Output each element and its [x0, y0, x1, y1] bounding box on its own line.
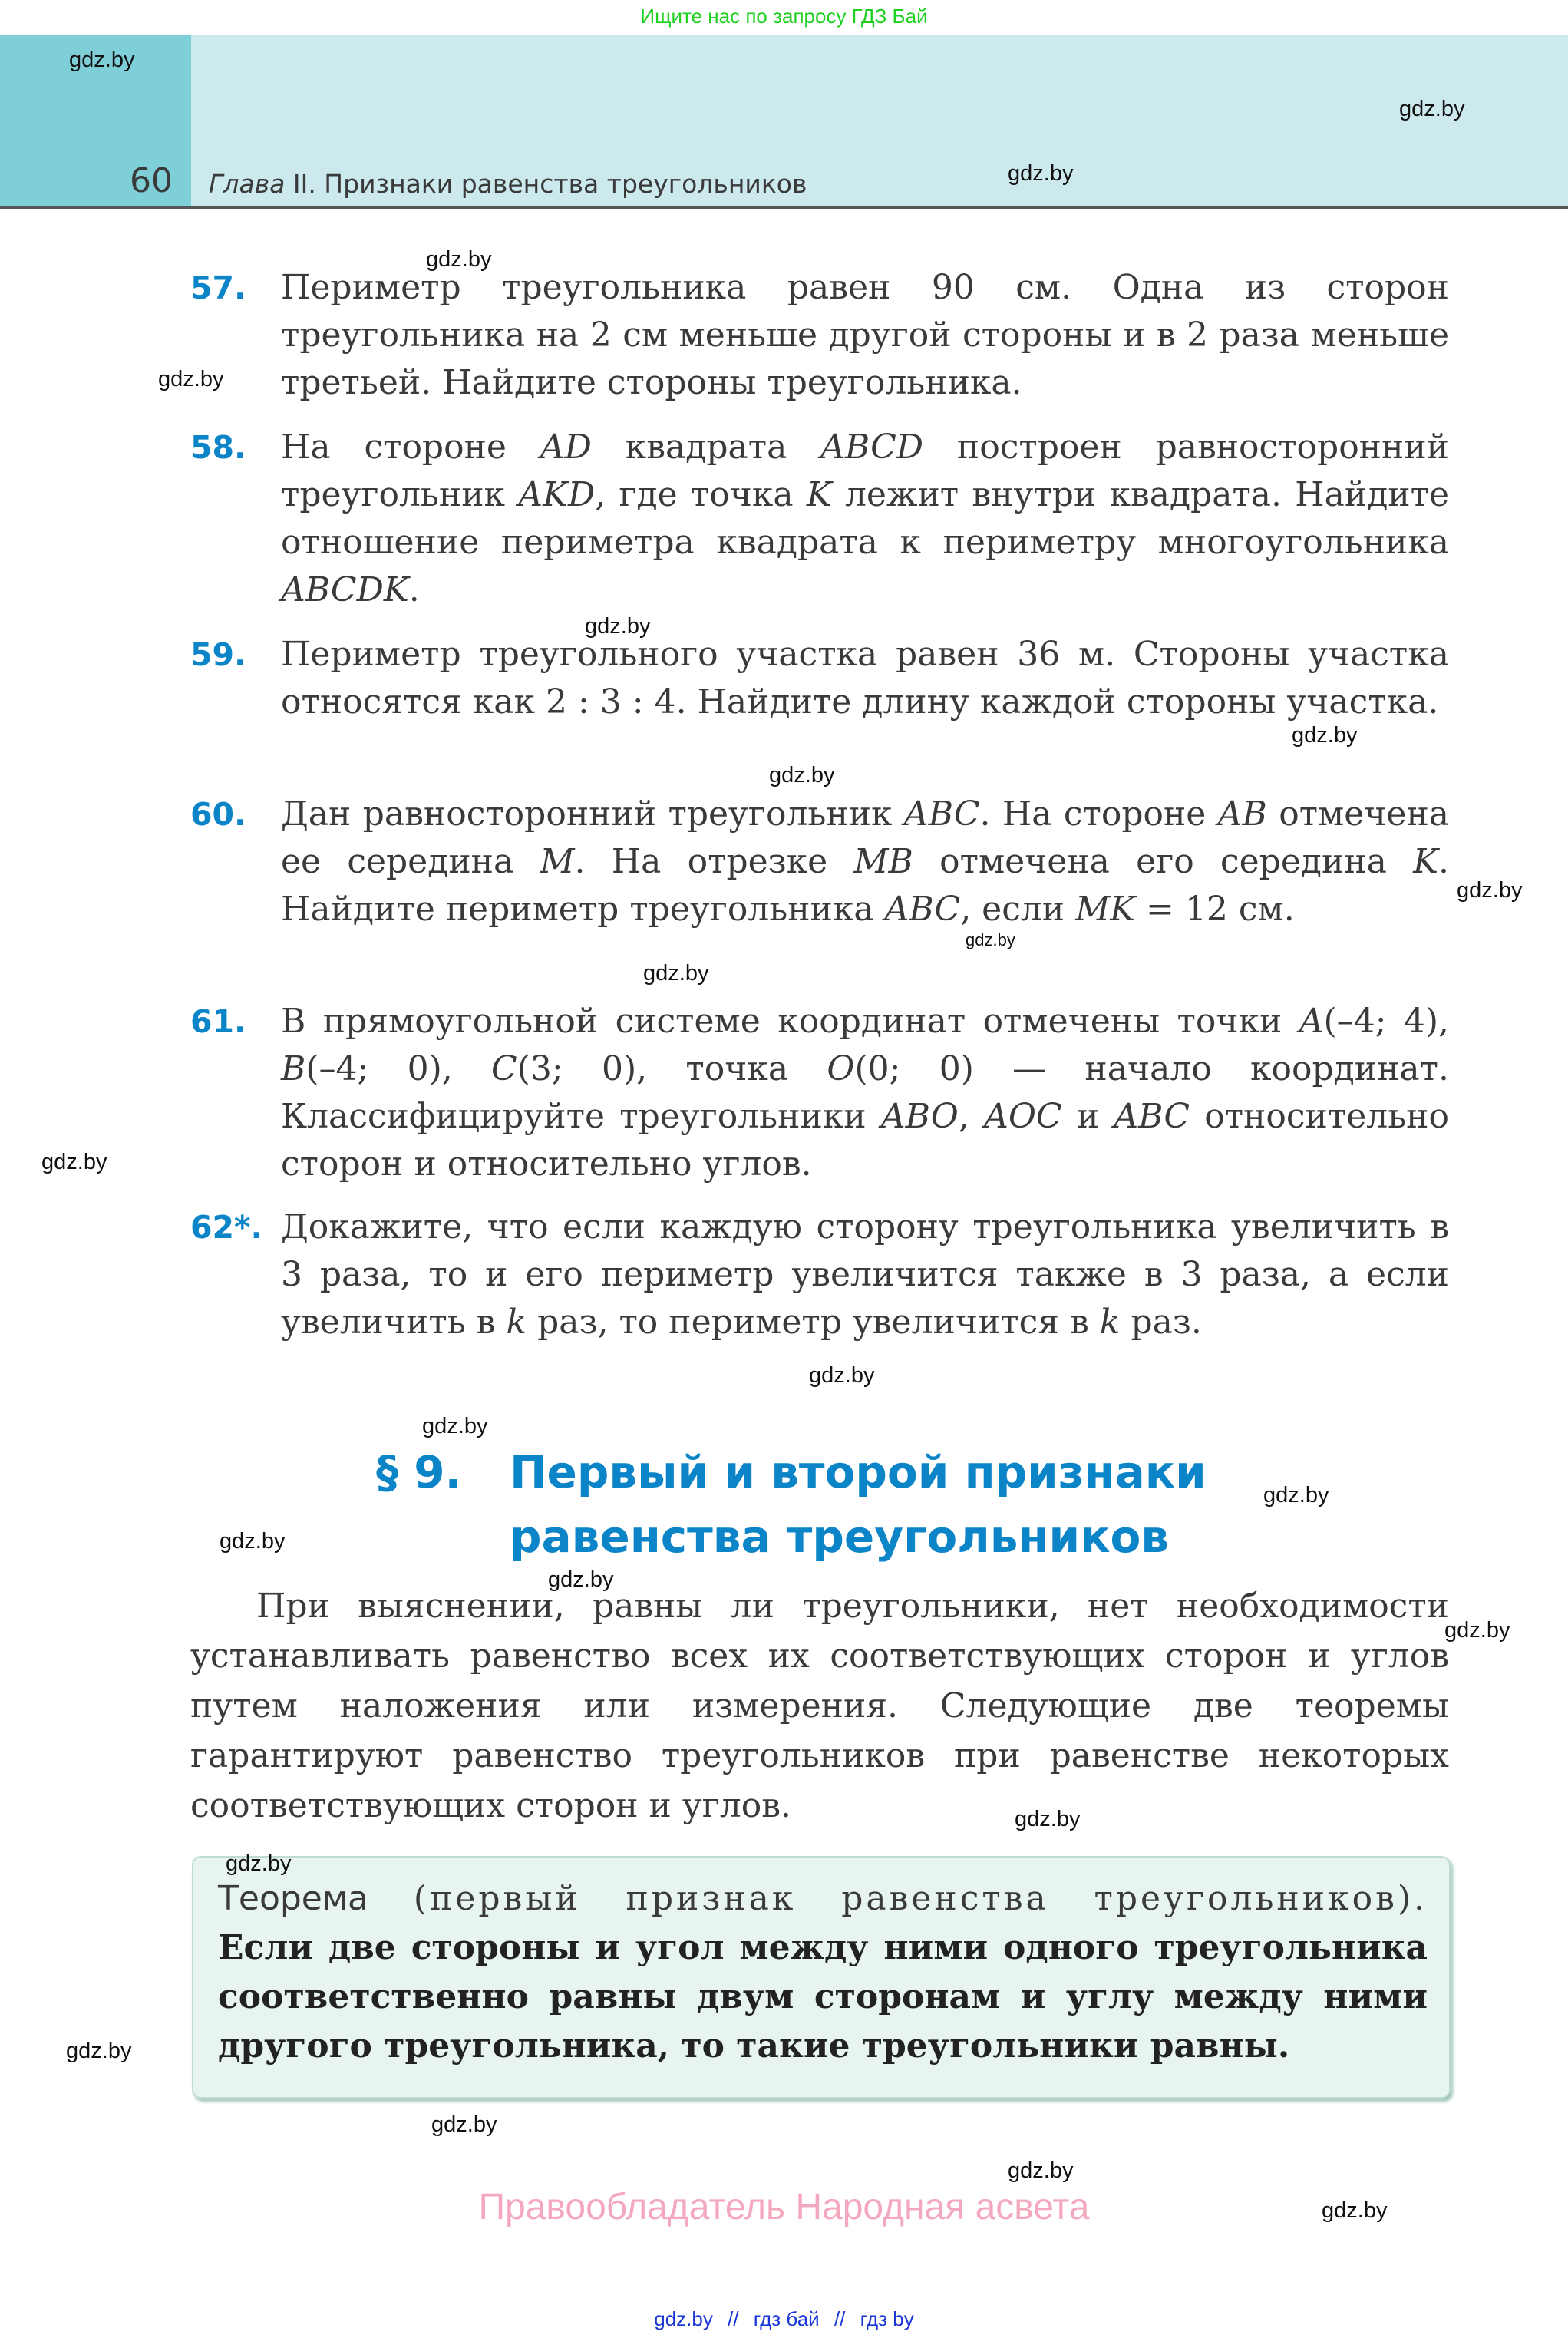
watermark: gdz.by: [1263, 1483, 1329, 1507]
watermark: gdz.by: [966, 930, 1015, 949]
exercise-number: 61.: [190, 1003, 246, 1040]
theorem-statement: Если две стороны и угол между ними одного треугольника соответственно равны двум сторонам и углу между ними другого треугольника, то такие треугольники равны.: [218, 1928, 1428, 2066]
watermark: gdz.by: [426, 247, 492, 272]
watermark: gdz.by: [431, 2112, 497, 2137]
exercise-text: Периметр треугольного участка равен 36 м. Стороны участка относятся как 2 : 3 : 4. Найдите длину каждой стороны участка.: [281, 635, 1449, 722]
chapter-label: Глава: [209, 169, 286, 199]
footer-links: [0, 2307, 1568, 2331]
exercise-60: [190, 791, 1449, 933]
theorem-name: (первый признак равенства треугольников).: [368, 1879, 1428, 1918]
intro-paragraph: При выяснении, равны ли треугольники, нет необходимости устанавливать равенство всех их соответствующих сторон и углов путем наложения или измерения. Следующие две теоремы гарантируют равенство треугольников при равенстве некоторых соответствующих сторон и углов.: [190, 1587, 1449, 1825]
theorem-heading: [218, 1874, 1428, 1924]
exercise-text: В прямоугольной системе координат отмечены точки A(–4; 4), B(–4; 0), C(3; 0), точка O(0; 0) — начало координат. Классифицируйте треугольники ABO, AOC и ABC относительно сторон и относительно углов.: [281, 1002, 1449, 1184]
exercise-61: [190, 998, 1449, 1188]
exercise-62: [190, 1204, 1449, 1346]
watermark: gdz.by: [66, 2039, 132, 2063]
theorem-word: Теорема: [218, 1879, 369, 1918]
watermark: gdz.by: [158, 367, 224, 391]
watermark: gdz.by: [1399, 97, 1465, 121]
exercise-number: 59.: [190, 636, 246, 673]
chapter-title: [209, 169, 807, 199]
exercise-57: [190, 264, 1449, 407]
top-banner[interactable]: Ищите нас по запросу ГДЗ Бай: [640, 5, 928, 28]
footer-link-gdz-by-cyr[interactable]: гдз by: [860, 2307, 914, 2330]
exercise-59: [190, 631, 1449, 726]
watermark: gdz.by: [41, 1150, 107, 1174]
watermark: gdz.by: [1008, 2158, 1074, 2183]
footer-link-gdz-bai[interactable]: гдз бай: [753, 2307, 820, 2330]
watermark: gdz.by: [226, 1851, 292, 1876]
watermark: gdz.by: [1444, 1618, 1510, 1643]
watermark: gdz.by: [809, 1363, 875, 1388]
watermark: gdz.by: [69, 48, 135, 72]
watermark: gdz.by: [1292, 723, 1358, 748]
section-title-line-1: Первый и второй признаки: [510, 1446, 1207, 1498]
watermark: gdz.by: [548, 1567, 614, 1592]
exercise-number: 57.: [190, 269, 246, 306]
exercise-number: 60.: [190, 796, 246, 833]
watermark: gdz.by: [1322, 2198, 1388, 2223]
exercise-58: [190, 424, 1449, 614]
section-title-line-2: равенства треугольников: [510, 1511, 1170, 1563]
footer-separator: //: [728, 2307, 739, 2330]
watermark: gdz.by: [769, 763, 835, 788]
page-header: [0, 35, 1568, 209]
footer-separator: //: [834, 2307, 846, 2330]
exercise-text: На стороне AD квадрата ABCD построен равносторонний треугольник AKD, где точка K лежит внутри квадрата. Найдите отношение периметра квадрата к периметру многоугольника ABCDK.: [281, 428, 1449, 609]
copyright-notice: Правообладатель Народная асвета: [478, 2187, 1090, 2227]
section-heading: [376, 1440, 1297, 1569]
exercise-text: Докажите, что если каждую сторону треугольника увеличить в 3 раза, то и его периметр увеличится также в 3 раза, а если увеличить в k раз, то периметр увеличится в k раз.: [281, 1207, 1449, 1342]
watermark: gdz.by: [220, 1529, 286, 1554]
exercise-number: 62*.: [190, 1209, 263, 1246]
watermark: gdz.by: [1008, 161, 1074, 186]
page-number: 60: [130, 161, 173, 200]
watermark: gdz.by: [422, 1414, 488, 1438]
watermark: gdz.by: [1015, 1807, 1081, 1831]
watermark: gdz.by: [585, 614, 651, 639]
exercise-number: 58.: [190, 429, 246, 466]
chapter-name: II. Признаки равенства треугольников: [285, 169, 807, 199]
watermark: gdz.by: [643, 961, 709, 986]
footer-link-gdz-by[interactable]: gdz.by: [654, 2307, 713, 2330]
exercise-text: Дан равносторонний треугольник ABC. На стороне AB отмечена ее середина M. На отрезке MB отмечена его середина K. Найдите периметр треугольника ABC, если MK = 12 см.: [281, 794, 1450, 929]
exercise-text: Периметр треугольника равен 90 см. Одна из сторон треугольника на 2 см меньше другой стороны и в 2 раза меньше третьей. Найдите стороны треугольника.: [281, 268, 1449, 402]
watermark: gdz.by: [1457, 878, 1523, 903]
theorem-box: [192, 1856, 1451, 2099]
section-number: § 9.: [376, 1446, 462, 1498]
